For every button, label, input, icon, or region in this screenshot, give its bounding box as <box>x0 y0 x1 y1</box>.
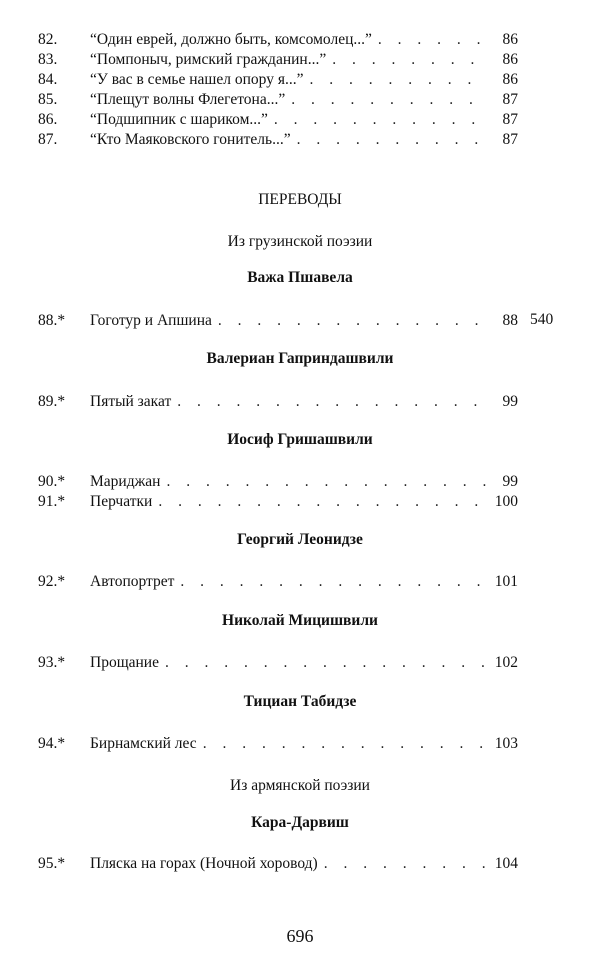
entry-title: “Кто Маяковского гонитель...” <box>90 131 291 148</box>
margin-page-number: 540 <box>530 311 554 328</box>
author-heading-leonidze: Георгий Леонидзе <box>237 531 363 548</box>
toc-entry-93 <box>38 653 518 673</box>
dot-leader <box>274 110 488 130</box>
entry-number: 86. <box>38 111 58 128</box>
toc-entry-87 <box>38 130 518 150</box>
subsection-title-armenian: Из армянской поэзии <box>230 777 370 794</box>
entry-title: Гоготур и Апшина <box>90 312 212 329</box>
dot-leader <box>180 572 488 592</box>
dot-leader <box>158 492 488 512</box>
dot-leader <box>324 854 488 874</box>
toc-entry-94 <box>38 734 518 754</box>
entry-number: 93.* <box>38 654 66 671</box>
entry-title: Автопортрет <box>90 573 175 590</box>
entry-page: 88 <box>502 312 518 329</box>
toc-entry-88 <box>38 311 518 331</box>
entry-page: 101 <box>494 573 518 590</box>
entry-page: 86 <box>502 31 518 48</box>
entry-number: 83. <box>38 51 58 68</box>
entry-number: 87. <box>38 131 58 148</box>
author-heading-tabidze: Тициан Табидзе <box>243 693 357 710</box>
dot-leader <box>166 472 488 492</box>
entry-number: 85. <box>38 91 58 108</box>
entry-title: “Подшипник с шариком...” <box>90 111 268 128</box>
dot-leader <box>291 90 488 110</box>
entry-page: 100 <box>494 493 518 510</box>
entry-page: 104 <box>494 855 518 872</box>
entry-title: Перчатки <box>90 493 153 510</box>
entry-page: 87 <box>502 91 518 108</box>
entry-number: 88.* <box>38 312 66 329</box>
entry-title: Пятый закат <box>90 393 172 410</box>
entry-number: 92.* <box>38 573 66 590</box>
toc-entry-92 <box>38 572 518 592</box>
entry-title: Прощание <box>90 654 159 671</box>
entry-title: Бирнамский лес <box>90 735 197 752</box>
entry-number: 95.* <box>38 855 66 872</box>
dot-leader <box>378 30 488 50</box>
dot-leader <box>332 50 488 70</box>
entry-title: Мариджан <box>90 473 161 490</box>
toc-entry-91 <box>38 492 518 512</box>
subsection-title-georgian: Из грузинской поэзии <box>227 233 373 250</box>
entry-number: 90.* <box>38 473 66 490</box>
author-heading-mitsishvili: Николай Мицишвили <box>222 612 378 629</box>
author-heading-gaprindashvili: Валериан Гаприндашвили <box>206 350 394 367</box>
author-heading-karadarvish: Кара-Дарвиш <box>251 814 349 831</box>
entry-page: 99 <box>502 393 518 410</box>
entry-title: “Плещут волны Флегетона...” <box>90 91 286 108</box>
dot-leader <box>165 653 488 673</box>
toc-entry-84 <box>38 70 518 90</box>
entry-number: 89.* <box>38 393 66 410</box>
toc-entry-83 <box>38 50 518 70</box>
dot-leader <box>218 311 488 331</box>
author-heading-grishashvili: Иосиф Гришашвили <box>227 431 373 448</box>
dot-leader <box>203 734 488 754</box>
toc-entry-90 <box>38 472 518 492</box>
section-title: ПЕРЕВОДЫ <box>258 191 342 208</box>
entry-page: 87 <box>502 111 518 128</box>
entry-page: 102 <box>494 654 518 671</box>
page-number: 696 <box>286 926 314 946</box>
toc-entry-95 <box>38 854 518 874</box>
toc-entry-82 <box>38 30 518 50</box>
entry-title: Пляска на горах (Ночной хоровод) <box>90 855 318 872</box>
entry-number: 82. <box>38 31 58 48</box>
toc-entry-85 <box>38 90 518 110</box>
toc-entry-89 <box>38 392 518 412</box>
dot-leader <box>177 392 488 412</box>
entry-title: “У вас в семье нашел опору я...” <box>90 71 304 88</box>
entry-page: 103 <box>494 735 518 752</box>
entry-page: 99 <box>502 473 518 490</box>
toc-entry-86 <box>38 110 518 130</box>
entry-page: 86 <box>502 51 518 68</box>
author-heading-pshavela: Важа Пшавела <box>247 269 353 286</box>
entry-number: 91.* <box>38 493 66 510</box>
entry-page: 87 <box>502 131 518 148</box>
entry-page: 86 <box>502 71 518 88</box>
entry-title: “Один еврей, должно быть, комсомолец...” <box>90 31 372 48</box>
entry-title: “Помпоныч, римский гражданин...” <box>90 51 327 68</box>
entry-number: 84. <box>38 71 58 88</box>
entry-number: 94.* <box>38 735 66 752</box>
dot-leader <box>297 130 488 150</box>
dot-leader <box>309 70 488 90</box>
